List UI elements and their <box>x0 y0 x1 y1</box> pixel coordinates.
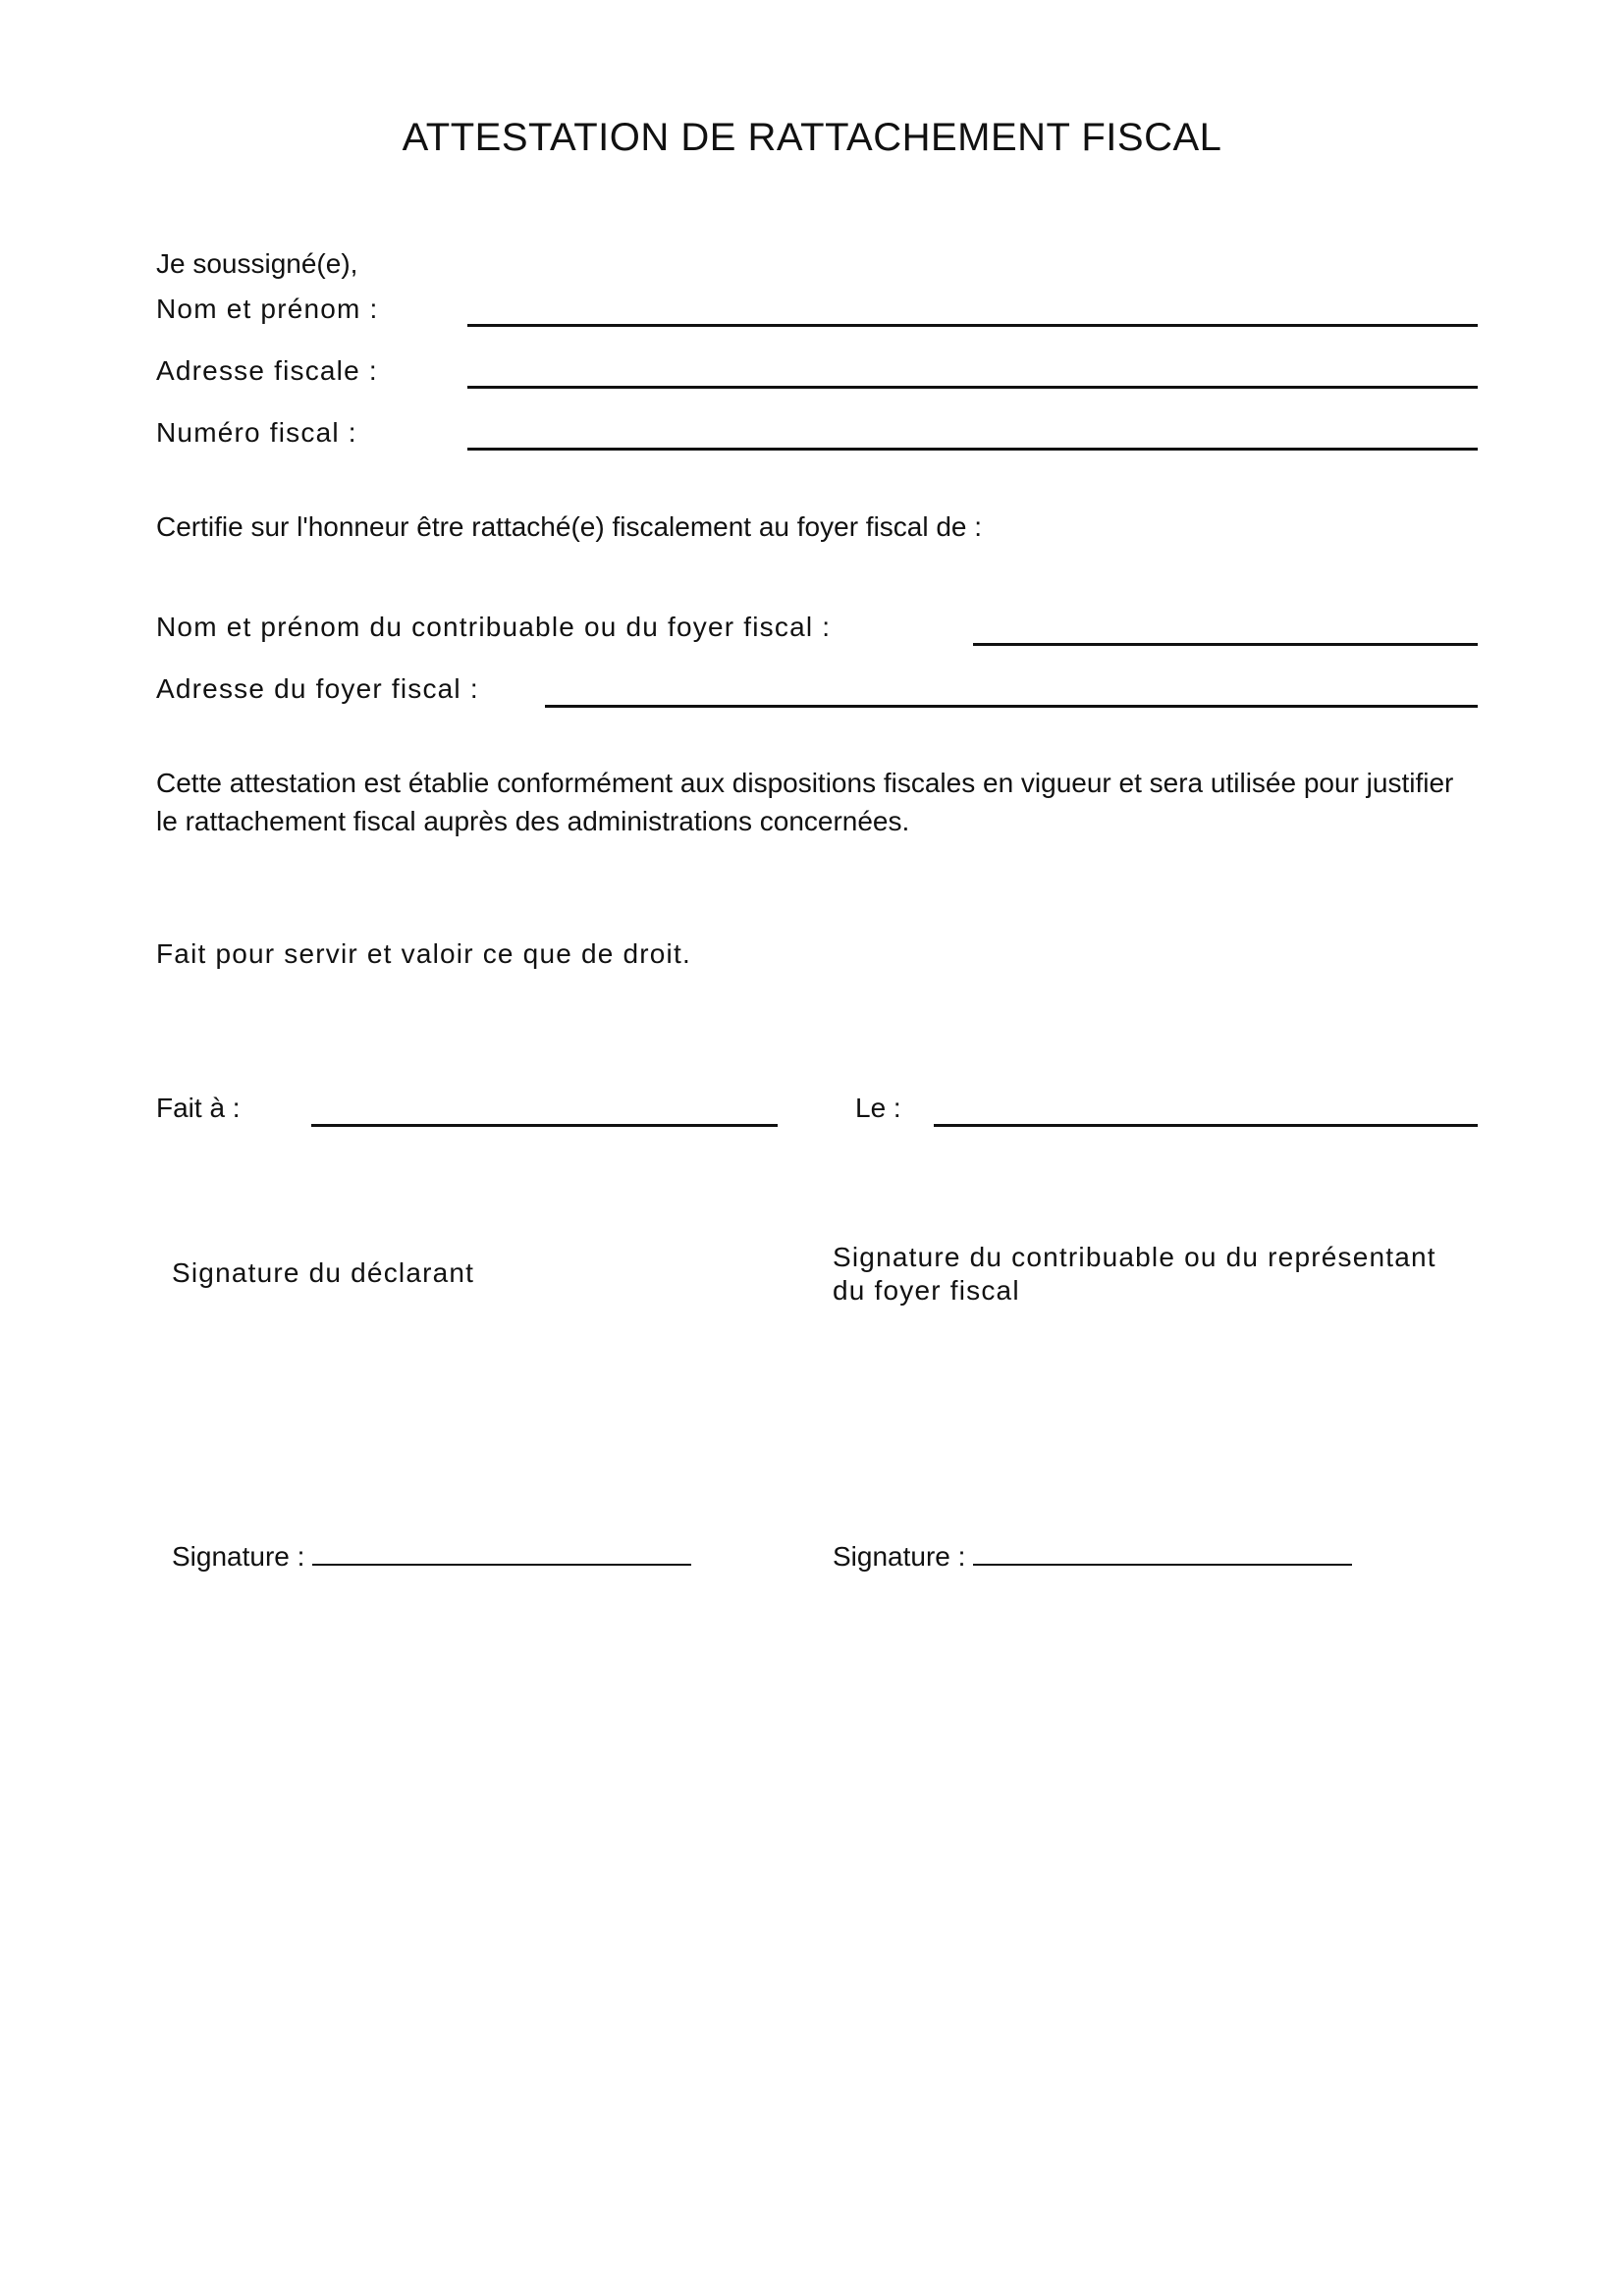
intro-text: Je soussigné(e), <box>156 248 358 279</box>
certification-statement: Certifie sur l'honneur être rattaché(e) fiscalement au foyer fiscal de : <box>156 511 983 542</box>
place-label: Fait à : <box>156 1093 241 1123</box>
taxpayer-signature-label: Signature : <box>833 1541 966 1572</box>
legal-paragraph-line-1: Cette attestation est établie conformément aux dispositions fiscales en vigueur et sera utilisée pour justifier <box>156 768 1454 798</box>
household-name-input-line[interactable] <box>973 643 1478 646</box>
legal-paragraph-line-2: le rattachement fiscal auprès des administrations concernées. <box>156 806 910 836</box>
tax-number-input-line[interactable] <box>467 448 1478 451</box>
date-input-line[interactable] <box>934 1124 1478 1127</box>
date-label: Le : <box>855 1093 901 1123</box>
taxpayer-signature-field <box>833 1538 1352 1574</box>
declarant-signature-line[interactable] <box>312 1538 691 1566</box>
place-input-line[interactable] <box>311 1124 778 1127</box>
taxpayer-signature-heading-line-1: Signature du contribuable ou du représentant <box>833 1242 1436 1272</box>
closing-statement: Fait pour servir et valoir ce que de droit. <box>156 938 691 969</box>
fiscal-address-label: Adresse fiscale : <box>156 355 378 386</box>
tax-number-label: Numéro fiscal : <box>156 417 357 448</box>
household-name-label: Nom et prénom du contribuable ou du foyer fiscal : <box>156 612 832 642</box>
declarant-signature-field <box>172 1538 691 1574</box>
fiscal-address-input-line[interactable] <box>467 386 1478 389</box>
declarant-signature-label: Signature : <box>172 1541 305 1572</box>
taxpayer-signature-heading-line-2: du foyer fiscal <box>833 1275 1020 1306</box>
taxpayer-signature-line[interactable] <box>973 1538 1352 1566</box>
household-address-input-line[interactable] <box>545 705 1478 708</box>
household-address-label: Adresse du foyer fiscal : <box>156 673 479 704</box>
name-label: Nom et prénom : <box>156 294 379 324</box>
page-title: ATTESTATION DE RATTACHEMENT FISCAL <box>402 116 1222 159</box>
name-input-line[interactable] <box>467 324 1478 327</box>
declarant-signature-heading: Signature du déclarant <box>172 1257 475 1288</box>
